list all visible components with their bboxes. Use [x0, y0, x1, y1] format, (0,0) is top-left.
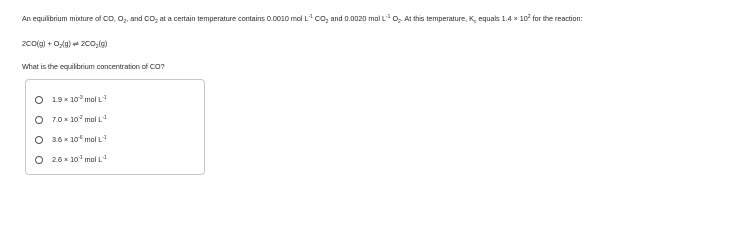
superscript: -1 [102, 155, 107, 161]
answer-option-label [52, 94, 107, 106]
option-unit: mol L [82, 115, 103, 124]
subscript: 2 [59, 44, 63, 50]
subscript: 2 [123, 19, 127, 25]
radio-button[interactable] [35, 156, 43, 164]
question-text [22, 13, 727, 25]
equation-part: 2CO(g) + O [22, 39, 60, 48]
answer-option-label [52, 154, 107, 166]
subscript: 2 [398, 19, 401, 25]
superscript: -1 [78, 155, 83, 161]
question-text-part: for the reaction: [530, 14, 583, 23]
option-unit: mol L [82, 155, 103, 164]
superscript: -1 [386, 14, 391, 20]
answer-option-2[interactable] [35, 114, 107, 126]
answer-option-label [52, 114, 107, 126]
question-text-part: CO [312, 14, 326, 23]
answer-option-3[interactable] [35, 134, 107, 146]
radio-button[interactable] [35, 96, 43, 104]
question-prompt: What is the equilibrium concentration of CO? [22, 62, 165, 71]
question-text-part: at a certain temperature contains 0.0010 mol L [157, 14, 309, 23]
superscript: 2 [527, 14, 531, 20]
option-mantissa: 1.9 × 10 [52, 95, 79, 104]
answer-option-1[interactable] [35, 94, 107, 106]
answer-option-4[interactable] [35, 154, 107, 166]
option-mantissa: 3.6 × 10 [52, 135, 79, 144]
superscript: -2 [78, 115, 83, 121]
subscript: c [473, 19, 477, 25]
question-text-part: An equilibrium mixture of CO, O [22, 14, 124, 23]
superscript: -6 [78, 135, 83, 141]
option-unit: mol L [82, 135, 103, 144]
reaction-equation [22, 38, 107, 50]
option-mantissa: 2.6 × 10 [52, 155, 79, 164]
superscript: -1 [102, 95, 107, 101]
superscript: -1 [308, 14, 313, 20]
superscript: -3 [78, 95, 83, 101]
question-text-part: , and CO [126, 14, 156, 23]
radio-button[interactable] [35, 136, 43, 144]
subscript: 2 [155, 19, 158, 25]
radio-button[interactable] [35, 116, 43, 124]
equation-part: (g) [98, 39, 108, 48]
option-unit: mol L [82, 95, 103, 104]
superscript: -1 [102, 115, 107, 121]
option-mantissa: 7.0 × 10 [52, 115, 79, 124]
answer-options-box [25, 79, 205, 175]
superscript: -1 [102, 135, 107, 141]
question-text-part: equals 1.4 × 10 [476, 14, 528, 23]
subscript: 2 [95, 44, 99, 50]
subscript: 2 [325, 19, 329, 25]
question-text-part: . At this temperature, K [400, 14, 474, 23]
equation-part: (g) ⇌ 2CO [62, 39, 96, 48]
answer-option-label [52, 134, 107, 146]
question-text-part: O [390, 14, 399, 23]
question-text-part: and 0.0020 mol L [328, 14, 386, 23]
